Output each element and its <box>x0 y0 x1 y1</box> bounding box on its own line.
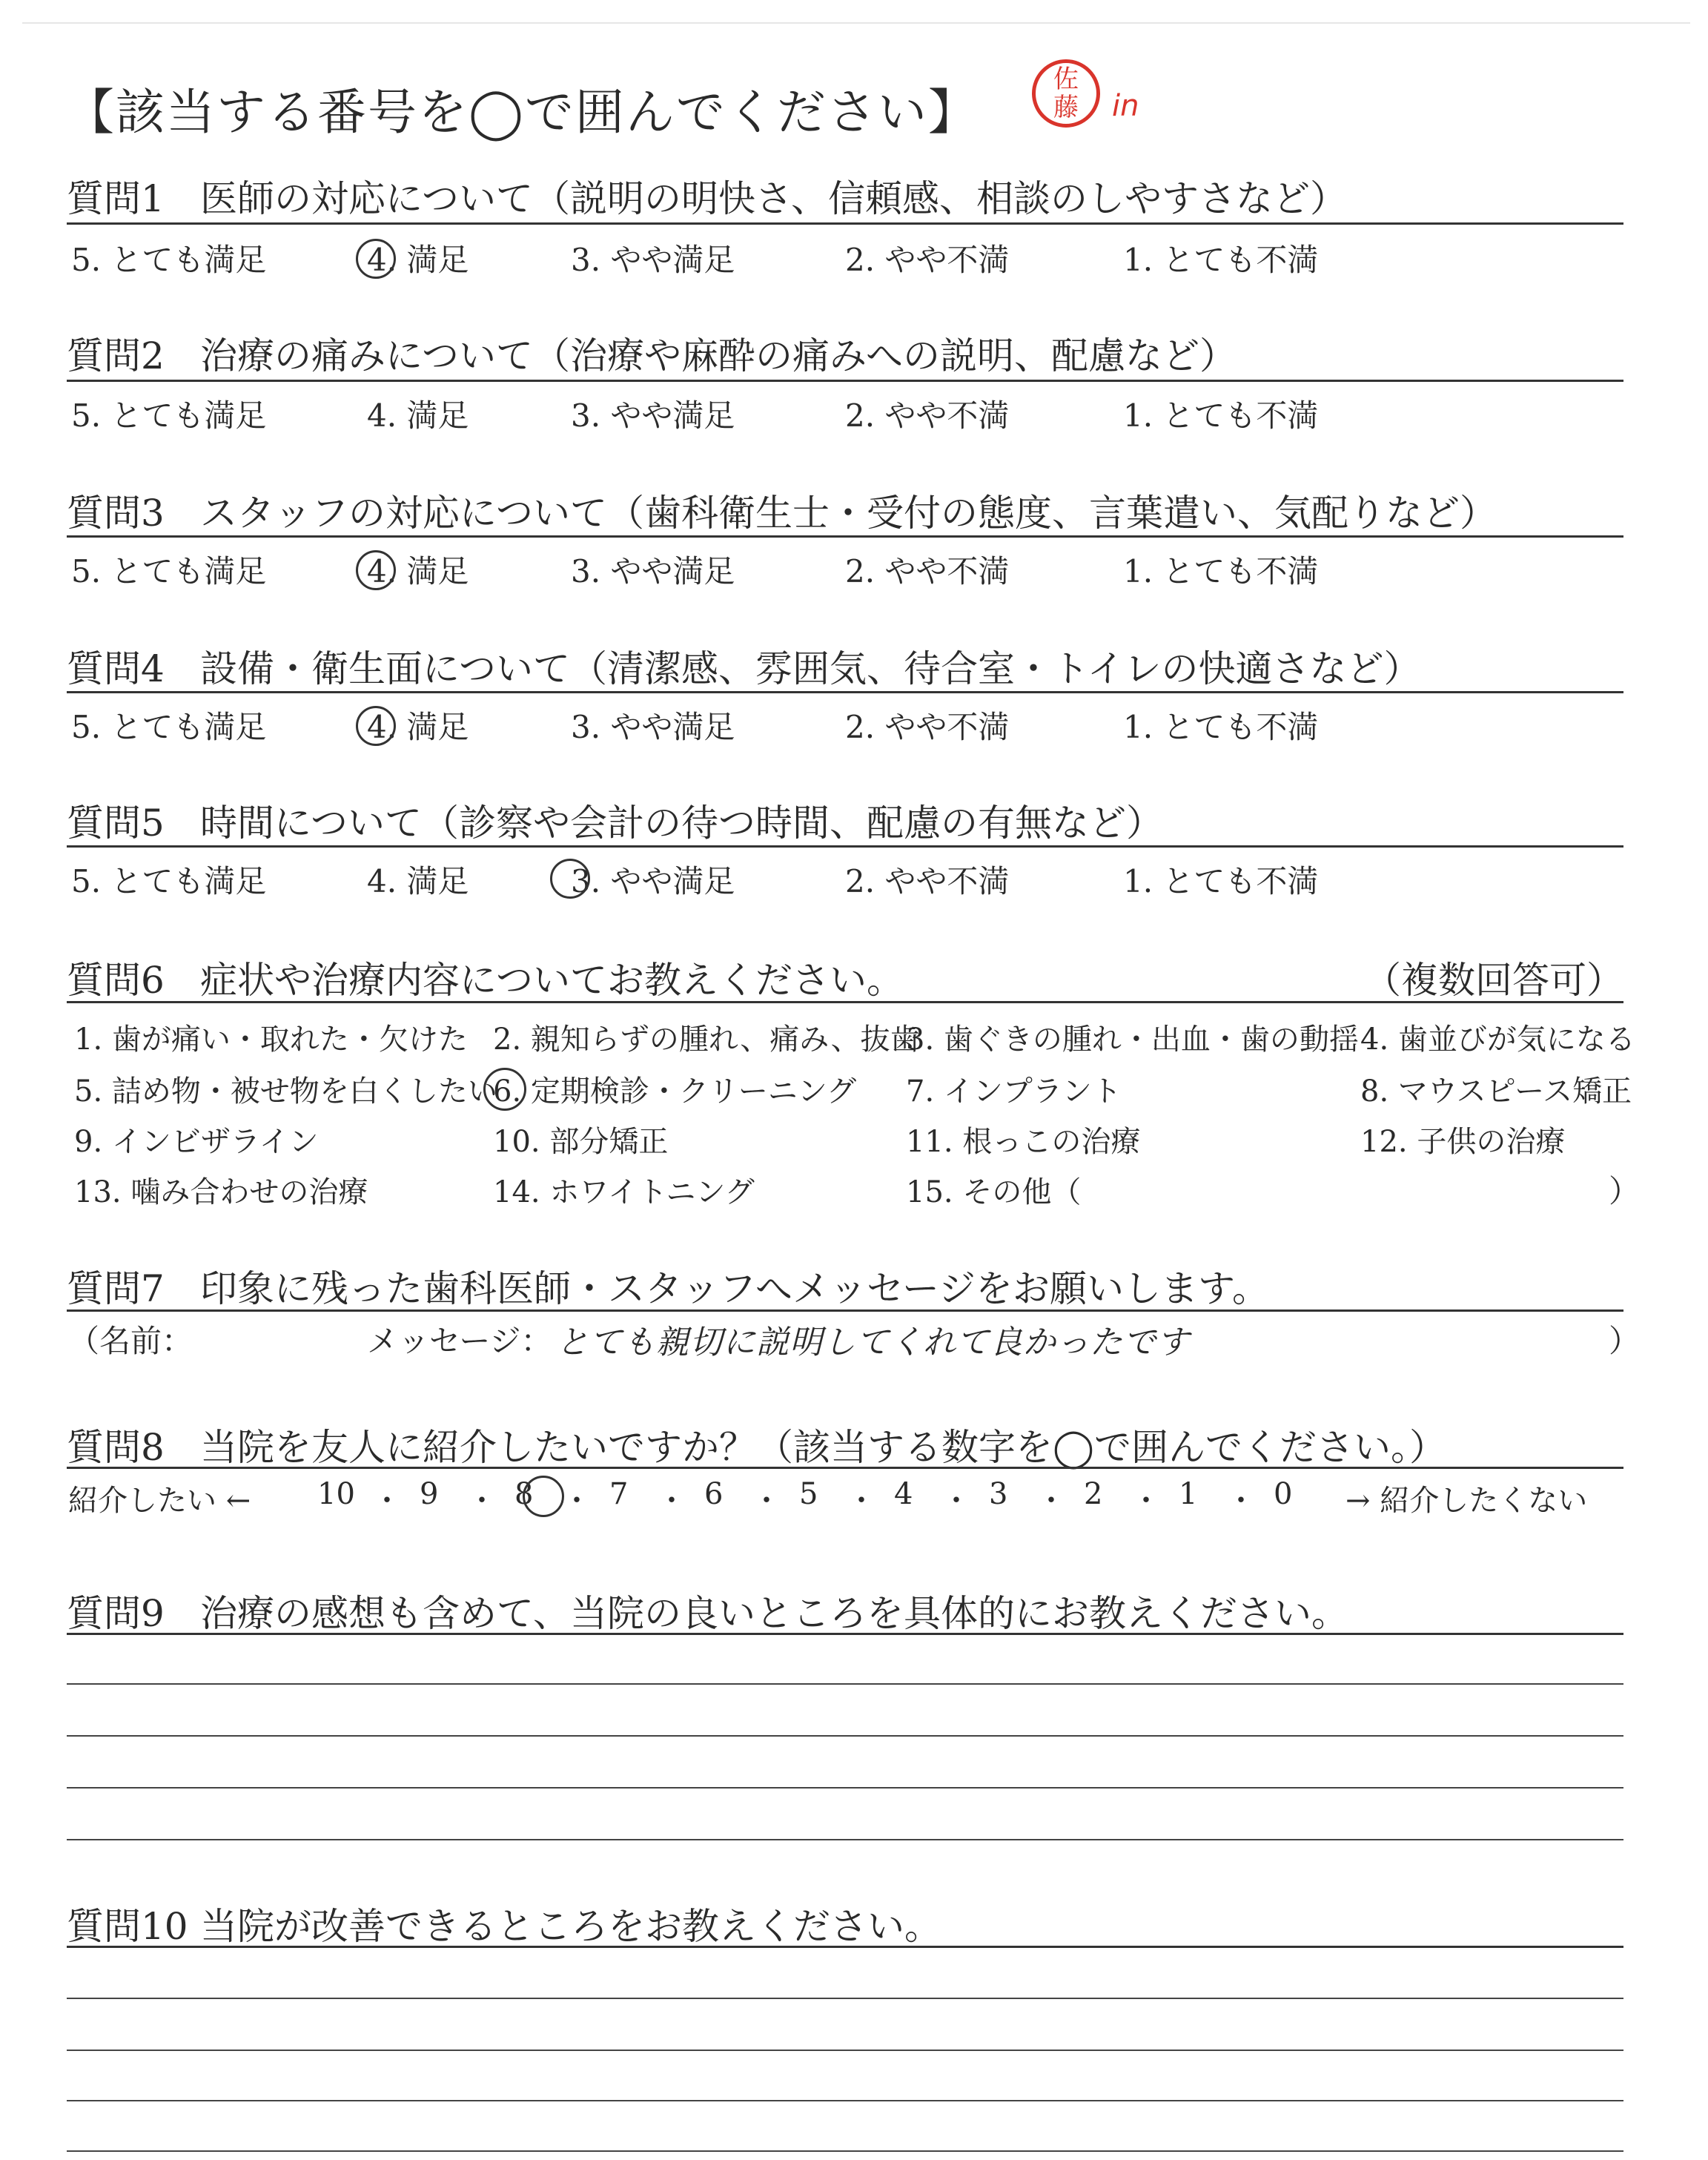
question-9-title: 質問9 治療の感想も含めて、当院の良いところを具体的にお教えください。 <box>67 1592 1348 1635</box>
seal-char-bottom: 藤 <box>1053 93 1079 122</box>
question-1-title: 質問1 医師の対応について（説明の明快さ、信頼感、相談のしやすさなど） <box>67 177 1347 220</box>
q4-option-1[interactable]: 1. とても不満 <box>1123 709 1319 745</box>
q8-scale-separator: ・ <box>941 1484 971 1518</box>
q6-option-2[interactable]: 2. 親知らずの腫れ、痛み、抜歯 <box>493 1023 920 1057</box>
q8-scale-4[interactable]: 4 <box>894 1477 913 1511</box>
question-5-title: 質問5 時間について（診察や会計の待つ時間、配慮の有無など） <box>67 802 1163 845</box>
q8-selected-circle <box>523 1476 564 1517</box>
question-9-rule <box>67 1633 1623 1635</box>
q4-option-4[interactable]: 4. 満足 <box>367 709 469 745</box>
q6-option-6[interactable]: 6. 定期検診・クリーニング <box>493 1074 857 1109</box>
q9-answer-line-4[interactable] <box>67 1839 1623 1840</box>
q9-answer-line-2[interactable] <box>67 1735 1623 1737</box>
q7-name-label: （名前： <box>68 1323 193 1359</box>
q2-option-2[interactable]: 2. やや不満 <box>845 397 1010 434</box>
q8-scale-9[interactable]: 9 <box>420 1477 439 1511</box>
q6-option-15[interactable]: 15. その他（ <box>906 1175 1082 1209</box>
q10-answer-line-4[interactable] <box>67 2150 1623 2152</box>
question-8-title: 質問8 当院を友人に紹介したいですか？（該当する数字を◯で囲んでください。） <box>67 1426 1446 1469</box>
q6-option-8[interactable]: 8. マウスピース矯正 <box>1360 1074 1632 1109</box>
q8-scale-10[interactable]: 10 <box>317 1477 355 1511</box>
q1-option-5[interactable]: 5. とても満足 <box>71 242 267 278</box>
q5-option-4[interactable]: 4. 満足 <box>367 863 469 899</box>
q8-scale-separator: ・ <box>1131 1484 1161 1518</box>
q7-close-paren: ） <box>1609 1323 1641 1359</box>
q5-selected-circle <box>550 859 590 899</box>
q6-option-9[interactable]: 9. インビザライン <box>74 1125 319 1159</box>
q6-option-10[interactable]: 10. 部分矯正 <box>493 1125 669 1159</box>
q5-option-5[interactable]: 5. とても満足 <box>71 863 267 899</box>
q3-selected-circle <box>356 550 396 590</box>
q6-option-5[interactable]: 5. 詰め物・被せ物を白くしたい <box>74 1074 497 1109</box>
q8-scale-2[interactable]: 2 <box>1084 1477 1103 1511</box>
q8-scale-separator: ・ <box>847 1484 876 1518</box>
q5-option-3[interactable]: 3. やや満足 <box>571 863 735 899</box>
seal-char-top: 佐 <box>1053 65 1079 94</box>
q2-option-5[interactable]: 5. とても満足 <box>71 397 267 434</box>
q6-option-12[interactable]: 12. 子供の治療 <box>1360 1125 1566 1159</box>
q8-right-label: → 紹介したくない <box>1345 1484 1588 1518</box>
q3-option-3[interactable]: 3. やや満足 <box>571 553 735 589</box>
question-10-title: 質問10 当院が改善できるところをお教えください。 <box>67 1905 941 1948</box>
question-10-rule <box>67 1946 1623 1948</box>
q6-option-1[interactable]: 1. 歯が痛い・取れた・欠けた <box>74 1023 468 1057</box>
q4-option-2[interactable]: 2. やや不満 <box>845 709 1010 745</box>
q8-scale-3[interactable]: 3 <box>989 1477 1008 1511</box>
question-1-rule <box>67 222 1623 225</box>
q1-option-3[interactable]: 3. やや満足 <box>571 242 735 278</box>
q6-option-7[interactable]: 7. インプラント <box>906 1074 1122 1109</box>
question-3-rule <box>67 535 1623 538</box>
q1-selected-circle <box>356 239 396 279</box>
q4-option-5[interactable]: 5. とても満足 <box>71 709 267 745</box>
q8-scale-7[interactable]: 7 <box>609 1477 629 1511</box>
q8-scale-separator: ・ <box>467 1484 497 1518</box>
q2-option-3[interactable]: 3. やや満足 <box>571 397 735 434</box>
question-3-title: 質問3 スタッフの対応について（歯科衛生士・受付の態度、言葉遣い、気配りなど） <box>67 492 1497 535</box>
page-title: 【該当する番号を◯で囲んでください】 <box>65 84 979 141</box>
q6-other-close-paren: ） <box>1609 1173 1641 1209</box>
q1-option-1[interactable]: 1. とても不満 <box>1123 242 1319 278</box>
q8-scale-1[interactable]: 1 <box>1179 1477 1198 1511</box>
top-border <box>22 22 1690 24</box>
q1-option-2[interactable]: 2. やや不満 <box>845 242 1010 278</box>
q6-selected-circle <box>483 1068 526 1111</box>
q3-option-4[interactable]: 4. 満足 <box>367 553 469 589</box>
question-2-title: 質問2 治療の痛みについて（治療や麻酔の痛みへの説明、配慮など） <box>67 334 1237 377</box>
question-8-rule <box>67 1467 1623 1469</box>
question-6-rule <box>67 1001 1623 1003</box>
question-2-rule <box>67 380 1623 382</box>
question-7-title: 質問7 印象に残った歯科医師・スタッフへメッセージをお願いします。 <box>67 1267 1269 1310</box>
question-4-title: 質問4 設備・衛生面について（清潔感、雰囲気、待合室・トイレの快適さなど） <box>67 647 1421 690</box>
q10-answer-line-2[interactable] <box>67 2050 1623 2051</box>
q8-scale-separator: ・ <box>752 1484 781 1518</box>
q4-selected-circle <box>356 706 396 746</box>
q3-option-1[interactable]: 1. とても不満 <box>1123 553 1319 589</box>
q8-scale-separator: ・ <box>1226 1484 1256 1518</box>
q3-option-2[interactable]: 2. やや不満 <box>845 553 1010 589</box>
q8-scale-separator: ・ <box>562 1484 592 1518</box>
q9-answer-line-3[interactable] <box>67 1787 1623 1789</box>
q5-option-1[interactable]: 1. とても不満 <box>1123 863 1319 899</box>
q2-option-4[interactable]: 4. 満足 <box>367 397 469 434</box>
seal-stamp <box>1032 59 1100 128</box>
q8-left-label: 紹介したい ← <box>68 1484 251 1518</box>
stamp-signature: in <box>1112 89 1139 123</box>
q7-message-value[interactable]: とても親切に説明してくれて良かったです <box>556 1324 1190 1361</box>
q10-answer-line-3[interactable] <box>67 2100 1623 2101</box>
q6-option-13[interactable]: 13. 噛み合わせの治療 <box>74 1175 368 1209</box>
q5-option-2[interactable]: 2. やや不満 <box>845 863 1010 899</box>
question-6-note: （複数回答可） <box>1364 959 1623 1002</box>
q10-answer-line-1[interactable] <box>67 1998 1623 1999</box>
q3-option-5[interactable]: 5. とても満足 <box>71 553 267 589</box>
q1-option-4[interactable]: 4. 満足 <box>367 242 469 278</box>
q8-scale-5[interactable]: 5 <box>799 1477 818 1511</box>
q8-scale-separator: ・ <box>1036 1484 1066 1518</box>
q2-option-1[interactable]: 1. とても不満 <box>1123 397 1319 434</box>
q8-scale-0[interactable]: 0 <box>1274 1477 1293 1511</box>
q4-option-3[interactable]: 3. やや満足 <box>571 709 735 745</box>
q8-scale-6[interactable]: 6 <box>704 1477 724 1511</box>
q8-scale-separator: ・ <box>657 1484 686 1518</box>
question-5-rule <box>67 845 1623 848</box>
q6-option-14[interactable]: 14. ホワイトニング <box>493 1175 755 1209</box>
q9-answer-line-1[interactable] <box>67 1683 1623 1685</box>
q6-option-11[interactable]: 11. 根っこの治療 <box>906 1125 1141 1159</box>
q8-scale-separator: ・ <box>372 1484 402 1518</box>
q7-message-label: メッセージ： <box>367 1323 552 1359</box>
q8-scale-8[interactable]: 8 <box>514 1477 534 1511</box>
question-6-title: 質問6 症状や治療内容についてお教えください。 <box>67 959 904 1002</box>
question-7-rule <box>67 1309 1623 1312</box>
q6-option-3[interactable]: 3. 歯ぐきの腫れ・出血・歯の動揺 <box>906 1023 1359 1057</box>
question-4-rule <box>67 691 1623 693</box>
q6-option-4[interactable]: 4. 歯並びが気になる <box>1360 1023 1635 1057</box>
